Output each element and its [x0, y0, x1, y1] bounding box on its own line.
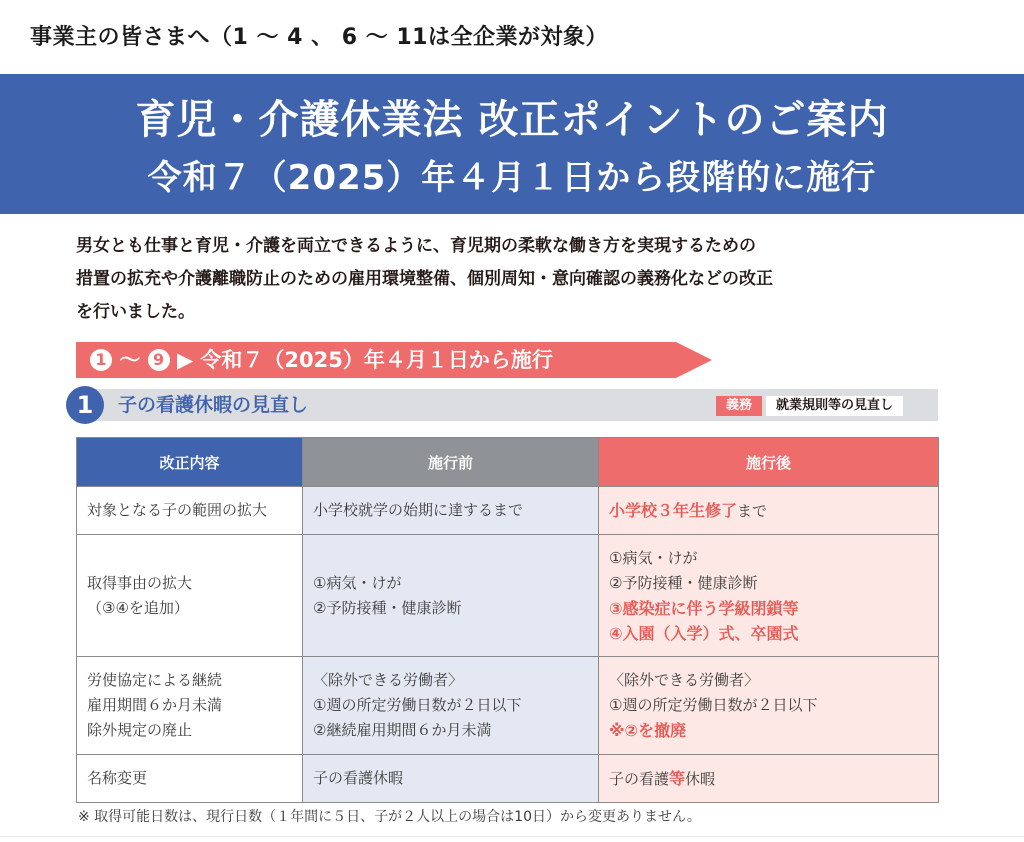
audience-heading: 事業主の皆さまへ（1 ～ 4 、 6 ～ 11は全企業が対象） [30, 25, 608, 50]
cell-content [77, 487, 303, 535]
cell-text: ①病気・けが [313, 573, 402, 592]
cell-after [599, 535, 939, 657]
cell-text: 小学校就学の始期に達するまで [313, 501, 524, 519]
highlight-text: ④入園（入学）式、卒園式 [609, 623, 799, 643]
triangle-icon: ▶ [176, 348, 194, 372]
cell-after [599, 657, 939, 755]
table-header-row [77, 438, 939, 487]
cell-text: 子の看護休暇 [313, 769, 404, 787]
title-banner [0, 74, 1024, 214]
cell-text: 子の看護 [609, 769, 670, 788]
highlight-text: ③感染症に伴う学級閉鎖等 [609, 598, 799, 618]
cell-text: ①週の所定労働日数が２日以下 [313, 696, 522, 714]
cell-text: ②予防接種・健康診断 [609, 573, 758, 592]
table-row [77, 657, 939, 755]
cell-text: 労使協定による継続 [87, 671, 223, 689]
obligation-badge: 義務 [716, 396, 762, 416]
header-before: 施行前 [303, 438, 599, 487]
intro-paragraph [76, 230, 956, 329]
cell-text: 〈除外できる労働者〉 [313, 671, 464, 689]
cell-before [303, 535, 599, 657]
table-row [77, 487, 939, 535]
highlight-text: 等 [669, 768, 686, 788]
cell-text: ①週の所定労働日数が２日以下 [609, 696, 818, 714]
cell-before [303, 755, 599, 803]
footnote: ※ 取得可能日数は、現行日数（１年間に５日、子が２人以上の場合は10日）から変更ありません。 [78, 809, 701, 825]
phase-label-group [90, 342, 553, 378]
cell-text: 〈除外できる労働者〉 [609, 671, 760, 689]
cell-text: （③④を追加） [87, 598, 189, 617]
phase-arrow-banner [76, 342, 712, 378]
cell-text: 取得事由の拡大 [87, 573, 193, 592]
highlight-text: 小学校３年生修了 [609, 500, 738, 520]
cell-text: 休暇 [685, 769, 716, 788]
cell-text: 対象となる子の範囲の拡大 [87, 501, 268, 519]
intro-line: を行いました。 [76, 302, 195, 322]
cell-before [303, 657, 599, 755]
comparison-table [76, 437, 939, 803]
section-number-badge: 1 [66, 386, 104, 424]
effective-date-title: 令和７（2025）年４月１日から段階的に施行 [147, 158, 877, 198]
table-row [77, 535, 939, 657]
header-content: 改正内容 [77, 438, 303, 487]
bottom-divider [0, 836, 1024, 837]
tilde-text: ～ [119, 348, 141, 372]
circled-number-end: 9 [148, 349, 170, 371]
cell-content [77, 535, 303, 657]
table-row [77, 755, 939, 803]
cell-text: ①病気・けが [609, 548, 698, 567]
intro-line: 男女とも仕事と育児・介護を両立できるように、育児期の柔軟な働き方を実現するための [76, 236, 756, 256]
header-after: 施行後 [599, 438, 939, 487]
cell-content [77, 755, 303, 803]
cell-text: 雇用期間６か月未満 [87, 696, 223, 714]
cell-after [599, 487, 939, 535]
main-title: 育児・介護休業法 改正ポイントのご案内 [135, 97, 889, 143]
cell-text: まで [737, 501, 768, 520]
cell-text: 除外規定の廃止 [87, 721, 193, 739]
cell-before [303, 487, 599, 535]
section-title: 子の看護休暇の見直し [118, 394, 309, 416]
phase-label: 令和７（2025）年４月１日から施行 [200, 348, 553, 372]
rules-review-badge: 就業規則等の見直し [766, 396, 903, 416]
cell-content [77, 657, 303, 755]
circled-number-start: 1 [90, 349, 112, 371]
cell-text: ②予防接種・健康診断 [313, 598, 462, 617]
highlight-text: ※②を撤廃 [609, 721, 687, 740]
cell-text: ②継続雇用期間６か月未満 [313, 721, 492, 739]
intro-line: 措置の拡充や介護離職防止のための雇用環境整備、個別周知・意向確認の義務化などの改正 [76, 269, 773, 289]
section-badges [716, 396, 903, 416]
cell-text: 名称変更 [87, 769, 148, 787]
cell-after [599, 755, 939, 803]
